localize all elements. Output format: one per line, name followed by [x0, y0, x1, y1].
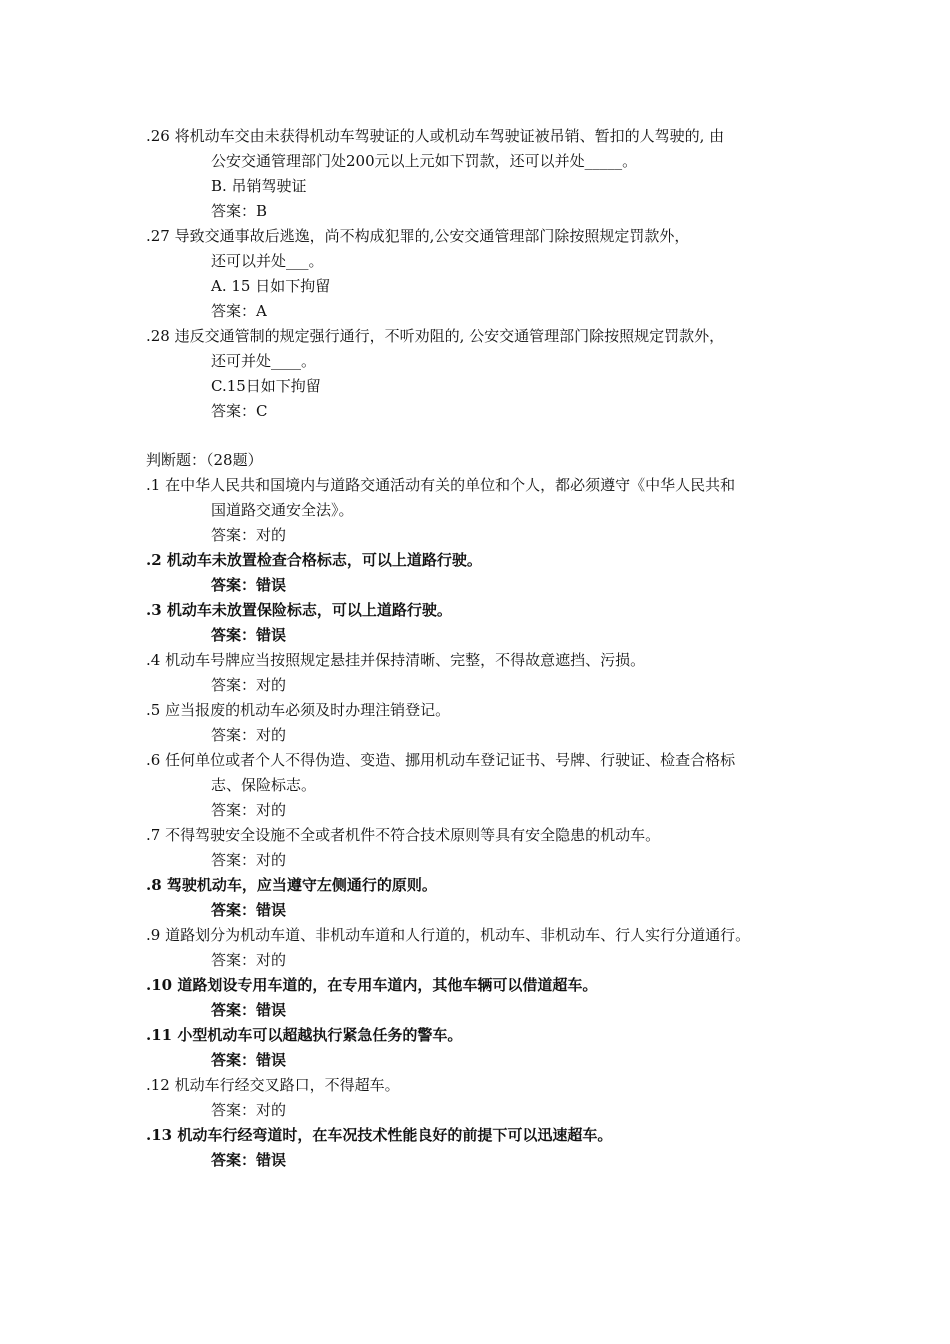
question-line: .11 小型机动车可以超越执行紧急任务的警车。	[146, 1026, 463, 1044]
question-line: .2 机动车未放置检查合格标志，可以上道路行驶。	[146, 551, 482, 569]
answer-line: 答案：A	[211, 302, 267, 320]
answer-line: 答案：对的	[211, 1101, 287, 1119]
option-line: C.15日如下拘留	[211, 377, 321, 395]
question-line: .10 道路划设专用车道的，在专用车道内，其他车辆可以借道超车。	[146, 976, 598, 994]
question-line: .6 任何单位或者个人不得伪造、变造、挪用机动车登记证书、号牌、行驶证、检查合格标	[146, 751, 736, 769]
answer-line: 答案：错误	[211, 901, 287, 919]
question-line: .9 道路划分为机动车道、非机动车道和人行道的，机动车、非机动车、行人实行分道通行。	[146, 926, 751, 944]
question-line: .28 违反交通管制的规定强行通行，不听劝阻的, 公安交通管理部门除按照规定罚款外，	[146, 327, 725, 345]
question-line: 国道路交通安全法》。	[211, 501, 354, 519]
answer-line: 答案：错误	[211, 1001, 287, 1019]
answer-line: 答案：对的	[211, 726, 287, 744]
question-line: .7 不得驾驶安全设施不全或者机件不符合技术原则等具有安全隐患的机动车。	[146, 826, 661, 844]
question-line: .26 将机动车交由未获得机动车驾驶证的人或机动车驾驶证被吊销、暂扣的人驾驶的, 由	[146, 127, 725, 145]
answer-line: 答案：对的	[211, 801, 287, 819]
answer-line: 答案：对的	[211, 951, 287, 969]
question-line: .12 机动车行经交叉路口，不得超车。	[146, 1076, 400, 1094]
question-line: .1 在中华人民共和国境内与道路交通活动有关的单位和个人，都必须遵守《中华人民共和	[146, 476, 736, 494]
answer-line: 答案：对的	[211, 676, 287, 694]
question-line: .3 机动车未放置保险标志，可以上道路行驶。	[146, 601, 452, 619]
section-heading: 判断题：（28题）	[146, 451, 263, 469]
question-line: .13 机动车行经弯道时，在车况技术性能良好的前提下可以迅速超车。	[146, 1126, 613, 1144]
answer-line: 答案：错误	[211, 1051, 287, 1069]
option-line: A. 15 日如下拘留	[211, 277, 331, 295]
answer-line: 答案：对的	[211, 851, 287, 869]
question-line: .8 驾驶机动车，应当遵守左侧通行的原则。	[146, 876, 437, 894]
question-line: 还可并处____。	[211, 352, 317, 370]
question-line: .27 导致交通事故后逃逸，尚不构成犯罪的,公安交通管理部门除按照规定罚款外，	[146, 227, 690, 245]
answer-line: 答案：B	[211, 202, 268, 220]
answer-line: 答案：错误	[211, 576, 287, 594]
question-line: 志、保险标志。	[211, 776, 317, 794]
answer-line: 答案：错误	[211, 1151, 287, 1169]
answer-line: 答案：错误	[211, 626, 287, 644]
question-line: .4 机动车号牌应当按照规定悬挂并保持清晰、完整，不得故意遮挡、污损。	[146, 651, 646, 669]
question-line: 还可以并处___。	[211, 252, 324, 270]
answer-line: 答案：C	[211, 402, 268, 420]
question-line: .5 应当报废的机动车必须及时办理注销登记。	[146, 701, 451, 719]
option-line: B. 吊销驾驶证	[211, 177, 307, 195]
question-line: 公安交通管理部门处200元以上元如下罚款，还可以并处_____。	[211, 152, 638, 170]
answer-line: 答案：对的	[211, 526, 287, 544]
